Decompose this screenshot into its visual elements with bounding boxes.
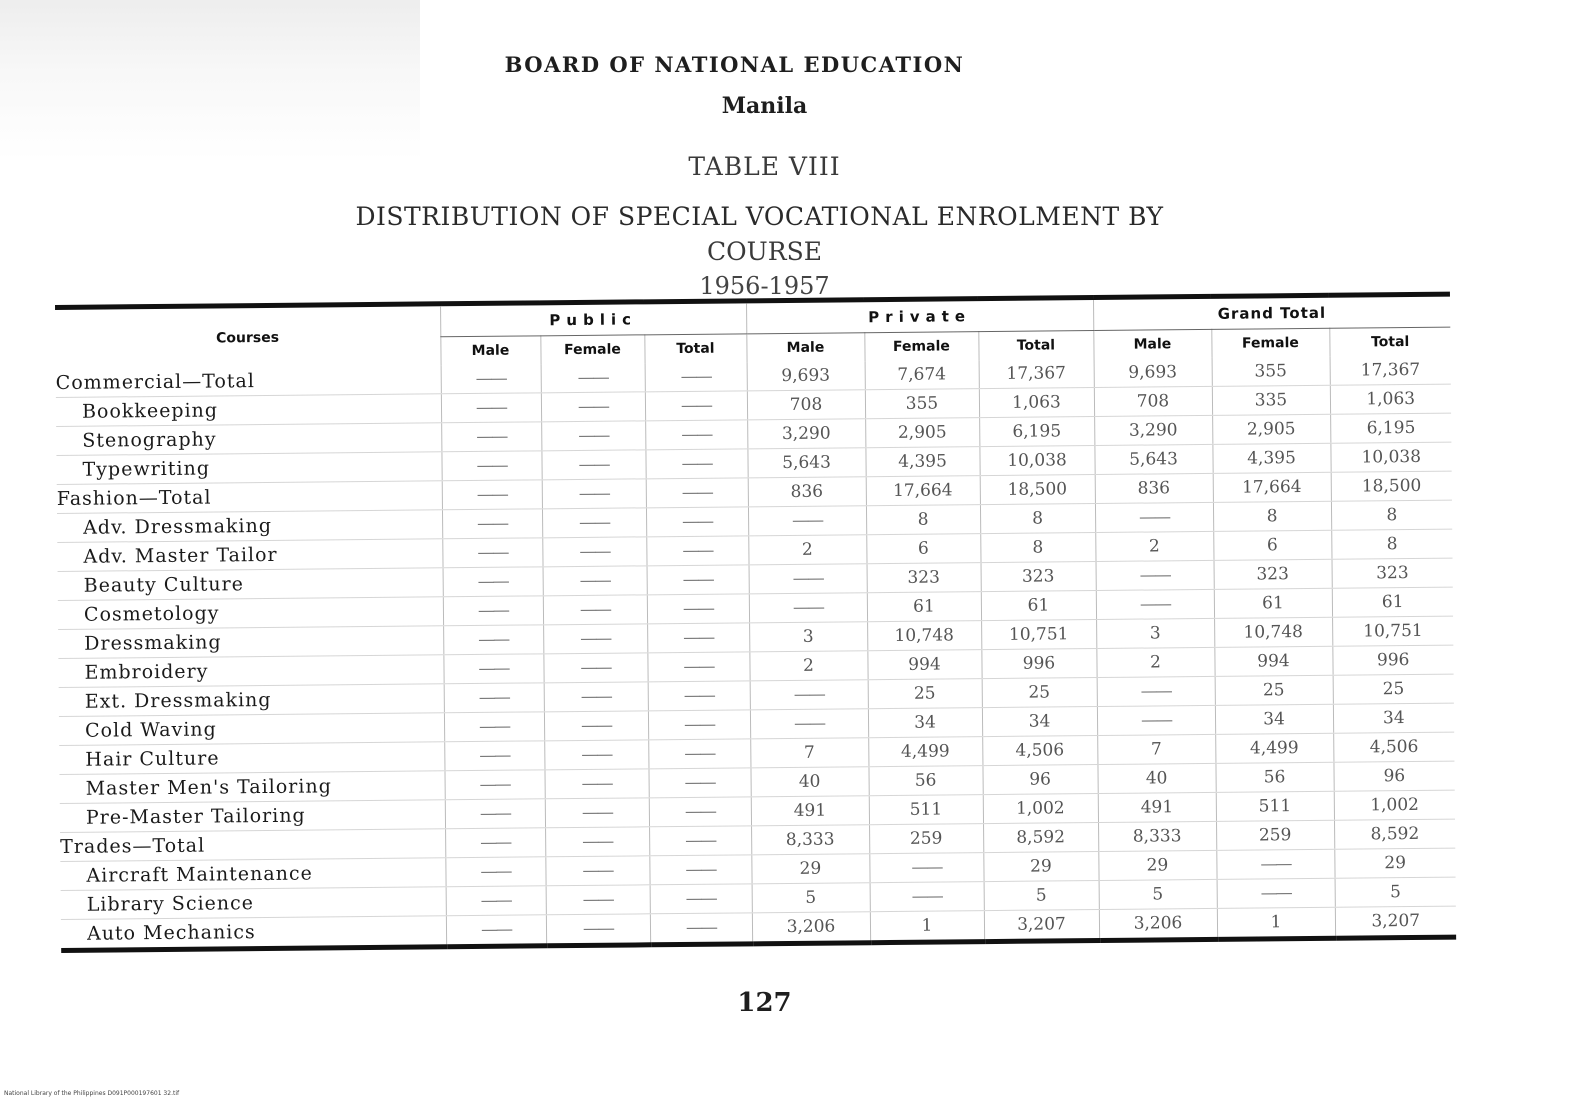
table-cell: 3,206 bbox=[752, 912, 870, 944]
table-cell: —— bbox=[648, 710, 750, 740]
table-cell: —— bbox=[645, 362, 747, 391]
table-cell: 25 bbox=[868, 679, 982, 709]
course-name: Cold Waving bbox=[59, 713, 444, 746]
table-cell: 8,592 bbox=[983, 823, 1098, 853]
course-name: Bookkeeping bbox=[56, 394, 441, 427]
course-name: Adv. Master Tailor bbox=[57, 539, 442, 572]
table-cell: 3,207 bbox=[1335, 906, 1456, 938]
table-cell: —— bbox=[541, 421, 645, 451]
table-cell: —— bbox=[546, 885, 650, 915]
table-cell: 6,195 bbox=[1330, 413, 1451, 443]
table-cell: —— bbox=[748, 506, 866, 536]
table-cell: 994 bbox=[1214, 646, 1332, 676]
table-cell: 3,290 bbox=[1094, 415, 1212, 445]
table-cell: —— bbox=[647, 652, 749, 682]
table-cell: —— bbox=[650, 913, 752, 945]
table-cell: —— bbox=[645, 391, 747, 421]
table-cell: 8,333 bbox=[751, 825, 869, 855]
table-cell: 5,643 bbox=[1094, 444, 1212, 474]
group-grand-total: Grand Total bbox=[1093, 294, 1450, 330]
table-cell: 56 bbox=[1215, 762, 1333, 792]
table-cell: 9,693 bbox=[1094, 358, 1212, 388]
table-cell: 4,395 bbox=[1212, 443, 1330, 473]
table-cell: 511 bbox=[1216, 791, 1334, 821]
table-cell: 25 bbox=[982, 678, 1097, 708]
table-cell: —— bbox=[443, 654, 543, 684]
table-cell: 511 bbox=[869, 795, 983, 825]
table-cell: —— bbox=[650, 884, 752, 914]
table-cell: 2,905 bbox=[865, 418, 979, 448]
table-cell: 25 bbox=[1333, 674, 1454, 704]
table-cell: 708 bbox=[747, 390, 865, 420]
table-cell: —— bbox=[442, 509, 542, 539]
table-cell: 18,500 bbox=[980, 475, 1095, 505]
table-cell: 323 bbox=[1331, 558, 1452, 588]
table-cell: —— bbox=[543, 566, 647, 596]
table-cell: —— bbox=[544, 682, 648, 712]
course-name: Auto Mechanics bbox=[61, 916, 446, 951]
table-cell: 8 bbox=[866, 505, 980, 535]
table-cell: —— bbox=[1095, 502, 1213, 532]
table-cell: 7,674 bbox=[865, 360, 979, 390]
table-cell: 56 bbox=[868, 766, 982, 796]
course-name: Commercial—Total bbox=[56, 365, 441, 397]
table-cell: —— bbox=[646, 478, 748, 508]
table-cell: 4,506 bbox=[1333, 732, 1454, 762]
table-cell: 3,207 bbox=[984, 910, 1099, 942]
table-cell: —— bbox=[1096, 560, 1214, 590]
table-cell: —— bbox=[541, 450, 645, 480]
course-name: Pre-Master Tailoring bbox=[60, 800, 445, 833]
table-title-line2: COURSE bbox=[707, 237, 822, 266]
table-cell: 3,290 bbox=[747, 419, 865, 449]
table-cell: —— bbox=[1096, 589, 1214, 619]
course-name: Adv. Dressmaking bbox=[57, 510, 442, 543]
table-cell: —— bbox=[749, 564, 867, 594]
table-cell: 3 bbox=[749, 622, 867, 652]
table-cell: 996 bbox=[981, 649, 1096, 679]
subheader-total: Total bbox=[644, 334, 746, 363]
table-cell: —— bbox=[645, 449, 747, 479]
table-cell: 29 bbox=[751, 854, 869, 884]
table-cell: —— bbox=[444, 683, 544, 713]
table-cell: 8,592 bbox=[1334, 819, 1455, 849]
table-cell: —— bbox=[541, 392, 645, 422]
table-cell: 34 bbox=[1333, 703, 1454, 733]
table-cell: 10,751 bbox=[981, 620, 1096, 650]
table-cell: 34 bbox=[868, 708, 982, 738]
course-name: Aircraft Maintenance bbox=[60, 858, 445, 891]
table-cell: —— bbox=[542, 479, 646, 509]
table-cell: —— bbox=[649, 826, 751, 856]
table-cell: —— bbox=[444, 770, 544, 800]
table-cell: 994 bbox=[867, 650, 981, 680]
table-cell: 2 bbox=[748, 535, 866, 565]
page-number: 127 bbox=[737, 988, 792, 1018]
table-cell: —— bbox=[646, 536, 748, 566]
course-name: Fashion—Total bbox=[57, 481, 442, 514]
course-name: Stenography bbox=[56, 423, 441, 456]
table-cell: 8 bbox=[980, 504, 1095, 534]
table-cell: 8,333 bbox=[1098, 821, 1216, 851]
table-cell: 40 bbox=[1097, 763, 1215, 793]
table-cell: 61 bbox=[981, 591, 1096, 621]
table-cell: 61 bbox=[867, 592, 981, 622]
subheader-female: Female bbox=[1211, 328, 1329, 358]
course-name: Ext. Dressmaking bbox=[59, 684, 444, 717]
table-cell: —— bbox=[647, 594, 749, 624]
table-cell: —— bbox=[545, 856, 649, 886]
table-cell: 18,500 bbox=[1331, 471, 1452, 501]
table-body bbox=[56, 356, 1457, 951]
table-cell: 836 bbox=[1095, 473, 1213, 503]
table-cell: 40 bbox=[750, 767, 868, 797]
table-cell: —— bbox=[544, 769, 648, 799]
table-cell: —— bbox=[441, 393, 541, 423]
table-cell: 1,063 bbox=[1330, 384, 1451, 414]
table-cell: 17,367 bbox=[1330, 356, 1451, 386]
table-cell: 29 bbox=[1334, 848, 1455, 878]
table-cell: 6 bbox=[1213, 530, 1331, 560]
table-cell: 1,002 bbox=[1334, 790, 1455, 820]
table-cell: 8 bbox=[980, 533, 1095, 563]
table-number: TABLE VIII bbox=[688, 152, 841, 181]
course-name: Library Science bbox=[61, 887, 446, 920]
table-cell: 836 bbox=[748, 477, 866, 507]
table-cell: 6 bbox=[866, 534, 980, 564]
course-name: Typewriting bbox=[56, 452, 441, 485]
table-cell: —— bbox=[649, 797, 751, 827]
table-cell: 10,751 bbox=[1332, 616, 1453, 646]
table-cell: 34 bbox=[982, 707, 1097, 737]
scan-shadow bbox=[0, 0, 420, 160]
course-name: Dressmaking bbox=[58, 626, 443, 659]
table-cell: 708 bbox=[1094, 386, 1212, 416]
subheader-female: Female bbox=[540, 335, 644, 364]
table-cell: —— bbox=[444, 712, 544, 742]
table-cell: 996 bbox=[1332, 645, 1453, 675]
courses-header: Courses bbox=[55, 304, 441, 369]
city-name: Manila bbox=[721, 93, 808, 119]
enrolment-table-wrapper bbox=[55, 292, 1456, 970]
table-cell: —— bbox=[544, 740, 648, 770]
table-cell: 323 bbox=[1214, 559, 1332, 589]
table-cell: 1,063 bbox=[979, 388, 1094, 418]
table-cell: —— bbox=[1097, 705, 1215, 735]
table-cell: 3 bbox=[1096, 618, 1214, 648]
subheader-male: Male bbox=[746, 333, 864, 363]
table-cell: —— bbox=[446, 886, 546, 916]
table-cell: —— bbox=[441, 422, 541, 452]
table-cell: —— bbox=[541, 363, 645, 392]
group-public: Public bbox=[440, 301, 746, 337]
table-cell: —— bbox=[869, 853, 983, 883]
table-cell: 323 bbox=[981, 562, 1096, 592]
table-cell: —— bbox=[870, 882, 984, 912]
board-name: BOARD OF NATIONAL EDUCATION bbox=[504, 52, 965, 77]
table-cell: —— bbox=[546, 914, 650, 946]
table-cell: —— bbox=[441, 451, 541, 481]
table-cell: —— bbox=[750, 709, 868, 739]
table-cell: 259 bbox=[1216, 820, 1334, 850]
table-cell: 4,506 bbox=[982, 736, 1097, 766]
table-cell: —— bbox=[1216, 849, 1334, 879]
table-cell: 355 bbox=[1212, 357, 1330, 387]
table-cell: —— bbox=[443, 625, 543, 655]
table-cell: 29 bbox=[983, 852, 1098, 882]
table-cell: —— bbox=[647, 565, 749, 595]
table-cell: —— bbox=[647, 623, 749, 653]
table-cell: —— bbox=[645, 420, 747, 450]
table-cell: 9,693 bbox=[747, 361, 865, 391]
table-cell: —— bbox=[444, 741, 544, 771]
table-cell: —— bbox=[441, 364, 541, 393]
table-cell: —— bbox=[545, 798, 649, 828]
table-cell: 2 bbox=[749, 651, 867, 681]
table-cell: 10,038 bbox=[979, 446, 1094, 476]
table-cell: —— bbox=[1217, 878, 1335, 908]
table-cell: 259 bbox=[869, 824, 983, 854]
table-cell: —— bbox=[648, 768, 750, 798]
subheader-total: Total bbox=[978, 331, 1093, 361]
table-cell: 10,748 bbox=[1214, 617, 1332, 647]
table-cell: —— bbox=[542, 537, 646, 567]
course-name: Hair Culture bbox=[59, 742, 444, 775]
table-cell: 5,643 bbox=[747, 448, 865, 478]
table-cell: 10,038 bbox=[1330, 442, 1451, 472]
table-cell: —— bbox=[443, 596, 543, 626]
table-cell: —— bbox=[445, 828, 545, 858]
table-cell: 17,664 bbox=[866, 476, 980, 506]
table-cell: 4,395 bbox=[865, 447, 979, 477]
table-cell: 1,002 bbox=[983, 794, 1098, 824]
table-cell: —— bbox=[442, 480, 542, 510]
table-cell: —— bbox=[648, 681, 750, 711]
table-title-line1: DISTRIBUTION OF SPECIAL VOCATIONAL ENROLMENT BY bbox=[355, 202, 1164, 231]
table-cell: 491 bbox=[1098, 792, 1216, 822]
table-cell: 335 bbox=[1212, 385, 1330, 415]
table-cell: 10,748 bbox=[867, 621, 981, 651]
table-cell: —— bbox=[750, 680, 868, 710]
table-cell: 4,499 bbox=[1215, 733, 1333, 763]
table-cell: —— bbox=[446, 915, 546, 947]
table-cell: 355 bbox=[865, 389, 979, 419]
table-cell: 29 bbox=[1098, 850, 1216, 880]
subheader-male: Male bbox=[1093, 329, 1211, 359]
table-cell: 25 bbox=[1215, 675, 1333, 705]
table-cell: 2,905 bbox=[1212, 414, 1330, 444]
subheader-male: Male bbox=[440, 336, 540, 365]
table-cell: 96 bbox=[982, 765, 1097, 795]
table-cell: 1 bbox=[870, 911, 984, 943]
table-cell: 491 bbox=[751, 796, 869, 826]
table-cell: —— bbox=[445, 857, 545, 887]
table-cell: 61 bbox=[1214, 588, 1332, 618]
course-name: Embroidery bbox=[58, 655, 443, 688]
scan-footer-note: National Library of the Philippines D091P000197601 32.tif bbox=[4, 1090, 180, 1097]
table-cell: 7 bbox=[750, 738, 868, 768]
table-cell: 17,367 bbox=[979, 359, 1094, 389]
group-private: Private bbox=[746, 298, 1093, 334]
course-name: Cosmetology bbox=[58, 597, 443, 630]
table-cell: 3,206 bbox=[1099, 908, 1217, 940]
table-cell: 8 bbox=[1331, 529, 1452, 559]
table-cell: —— bbox=[649, 855, 751, 885]
table-cell: —— bbox=[749, 593, 867, 623]
table-cell: 7 bbox=[1097, 734, 1215, 764]
course-name: Beauty Culture bbox=[58, 568, 443, 601]
table-cell: 1 bbox=[1217, 907, 1335, 939]
table-cell: —— bbox=[445, 799, 545, 829]
subheader-female: Female bbox=[864, 332, 978, 362]
table-cell: 5 bbox=[1335, 877, 1456, 907]
school-year: 1956-1957 bbox=[699, 272, 830, 300]
table-cell: —— bbox=[543, 595, 647, 625]
table-cell: 5 bbox=[752, 883, 870, 913]
table-cell: 34 bbox=[1215, 704, 1333, 734]
table-cell: —— bbox=[648, 739, 750, 769]
table-cell: 2 bbox=[1096, 647, 1214, 677]
table-cell: —— bbox=[646, 507, 748, 537]
table-cell: —— bbox=[1097, 676, 1215, 706]
subheader-total: Total bbox=[1329, 327, 1450, 357]
table-cell: —— bbox=[443, 567, 543, 597]
table-cell: 8 bbox=[1213, 501, 1331, 531]
table-cell: 8 bbox=[1331, 500, 1452, 530]
table-cell: 323 bbox=[867, 563, 981, 593]
table-cell: 17,664 bbox=[1213, 472, 1331, 502]
table-cell: 2 bbox=[1095, 531, 1213, 561]
course-name: Master Men's Tailoring bbox=[60, 771, 445, 804]
table-cell: —— bbox=[545, 827, 649, 857]
table-cell: 5 bbox=[984, 881, 1099, 911]
table-cell: —— bbox=[544, 711, 648, 741]
table-cell: —— bbox=[542, 508, 646, 538]
table-cell: —— bbox=[543, 624, 647, 654]
enrolment-table bbox=[55, 292, 1456, 953]
table-cell: 61 bbox=[1332, 587, 1453, 617]
table-cell: —— bbox=[543, 653, 647, 683]
table-cell: 4,499 bbox=[868, 737, 982, 767]
table-cell: 6,195 bbox=[979, 417, 1094, 447]
table-cell: —— bbox=[442, 538, 542, 568]
table-cell: 96 bbox=[1333, 761, 1454, 791]
table-cell: 5 bbox=[1099, 879, 1217, 909]
course-name: Trades—Total bbox=[60, 829, 445, 862]
